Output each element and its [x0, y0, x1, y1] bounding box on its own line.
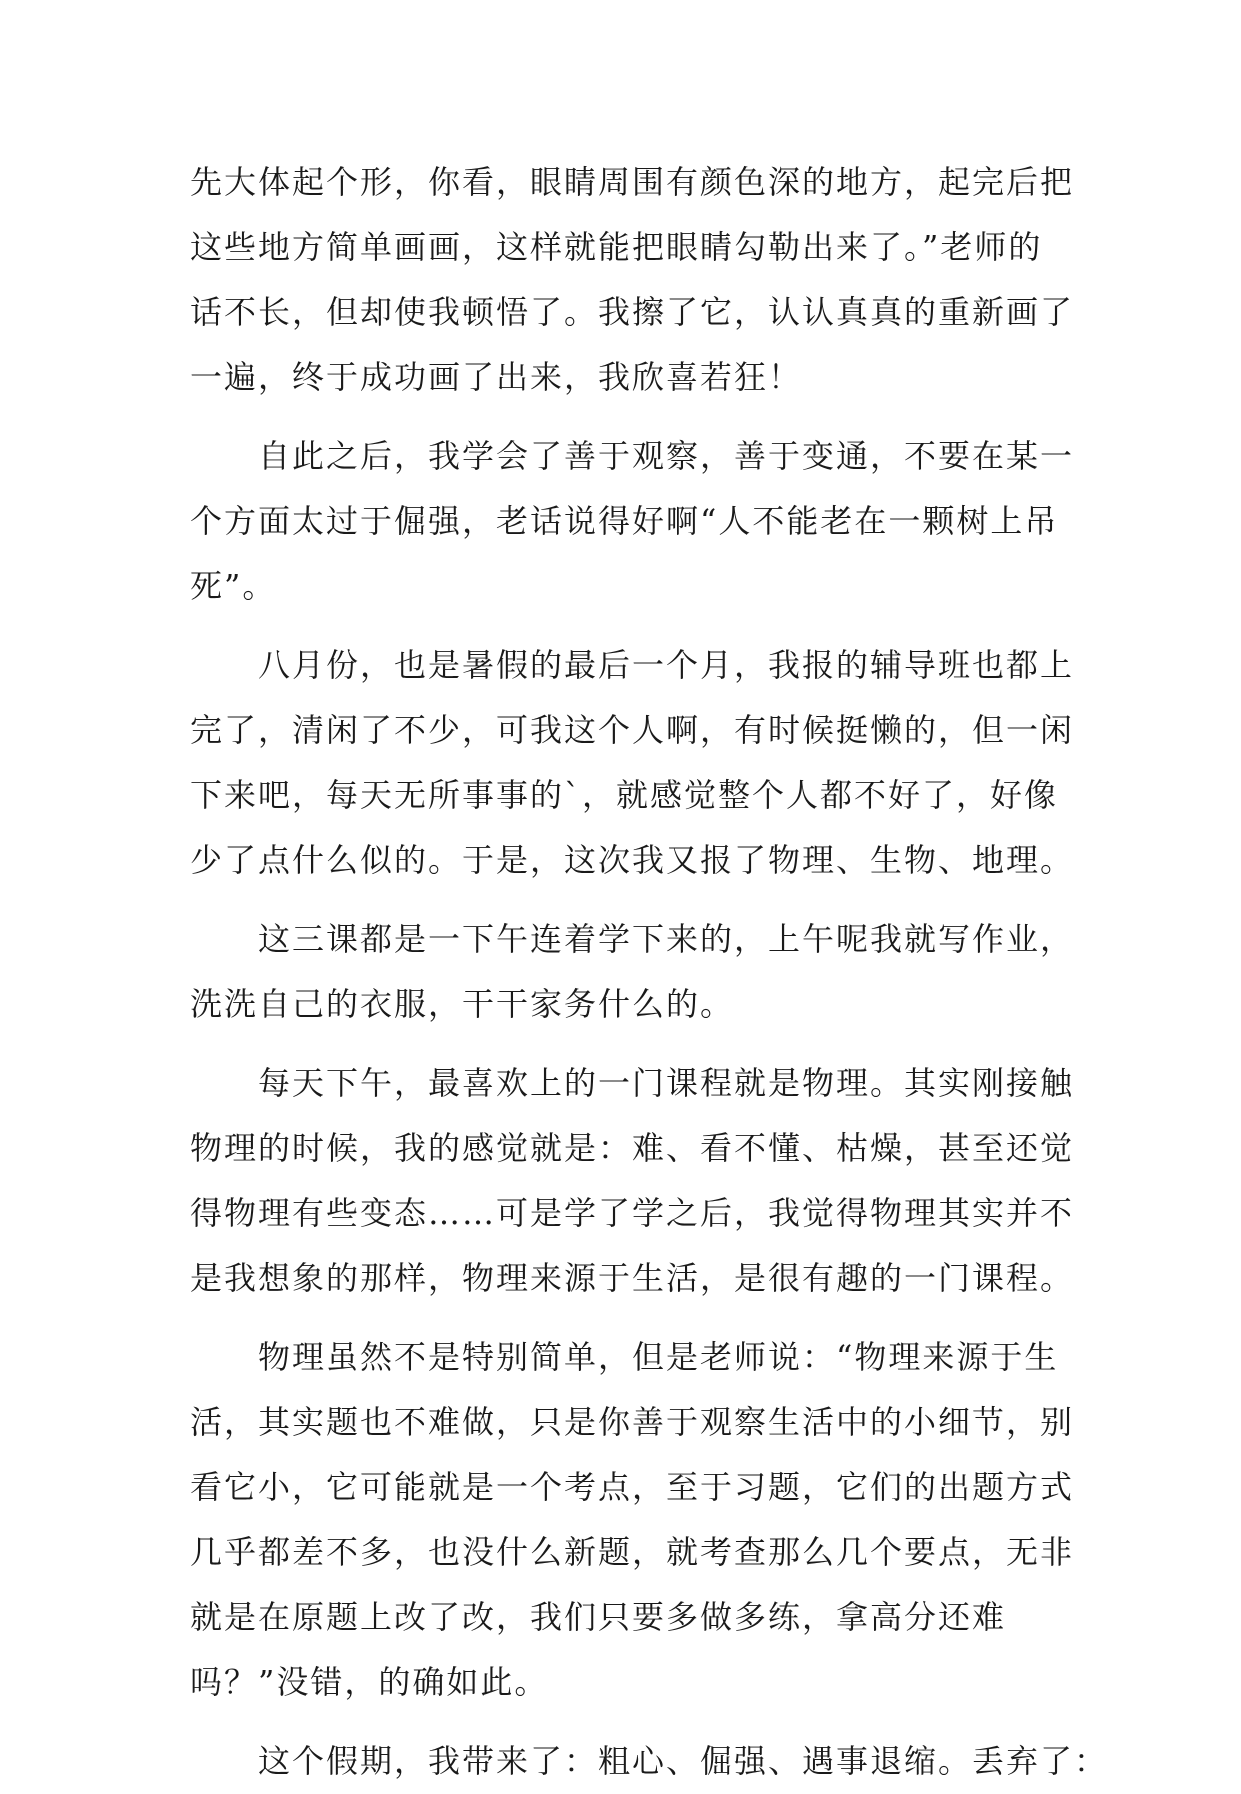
text-line: 下来吧，每天无所事事的`，就感觉整个人都不好了，好像 [190, 776, 1059, 814]
paragraph [190, 424, 1075, 619]
text-line: 这三课都是一下午连着学下来的，上午呢我就写作业， [258, 920, 1075, 958]
text-line: 先大体起个形，你看，眼睛周围有颜色深的地方，起完后把 [190, 163, 1075, 201]
paragraph [190, 1051, 1075, 1311]
text-line: 这个假期，我带来了：粗心、倔强、遇事退缩。丢弃了： [258, 1742, 1109, 1780]
text-line: 一遍，终于成功画了出来，我欣喜若狂！ [190, 358, 803, 396]
paragraph [190, 633, 1075, 893]
text-line: 几乎都差不多，也没什么新题，就考查那么几个要点，无非 [190, 1533, 1075, 1571]
text-line: 少了点什么似的。于是，这次我又报了物理、生物、地理。 [190, 841, 1075, 879]
document-body [190, 150, 1109, 1794]
paragraph [190, 907, 1075, 1037]
paragraph [190, 150, 1075, 410]
text-line: 八月份，也是暑假的最后一个月，我报的辅导班也都上 [258, 646, 1075, 684]
paragraph [190, 1729, 1109, 1794]
text-line: 每天下午，最喜欢上的一门课程就是物理。其实刚接触 [258, 1064, 1075, 1102]
text-line: 物理虽然不是特别简单，但是老师说：“物理来源于生 [258, 1338, 1059, 1376]
text-line: 吗？”没错，的确如此。 [190, 1663, 549, 1701]
text-line: 话不长，但却使我顿悟了。我擦了它，认认真真的重新画了 [190, 293, 1075, 331]
text-line: 完了，清闲了不少，可我这个人啊，有时候挺懒的，但一闲 [190, 711, 1075, 749]
text-line: 得物理有些变态……可是学了学之后，我觉得物理其实并不 [190, 1194, 1075, 1232]
text-line: 自此之后，我学会了善于观察，善于变通，不要在某一 [258, 437, 1075, 475]
text-line: 个方面太过于倔强，老话说得好啊“人不能老在一颗树上吊 [190, 502, 1059, 540]
text-line: 就是在原题上改了改，我们只要多做多练，拿高分还难 [190, 1598, 1007, 1636]
text-line: 物理的时候，我的感觉就是：难、看不懂、枯燥，甚至还觉 [190, 1129, 1075, 1167]
text-line: 死”。 [190, 567, 277, 605]
paragraph [190, 1325, 1075, 1715]
text-line: 洗洗自己的衣服，干干家务什么的。 [190, 985, 735, 1023]
text-line: 是我想象的那样，物理来源于生活，是很有趣的一门课程。 [190, 1259, 1075, 1297]
text-line: 这些地方简单画画，这样就能把眼睛勾勒出来了。”老师的 [190, 228, 1043, 266]
text-line: 活，其实题也不难做，只是你善于观察生活中的小细节，别 [190, 1403, 1075, 1441]
text-line: 看它小，它可能就是一个考点，至于习题，它们的出题方式 [190, 1468, 1075, 1506]
